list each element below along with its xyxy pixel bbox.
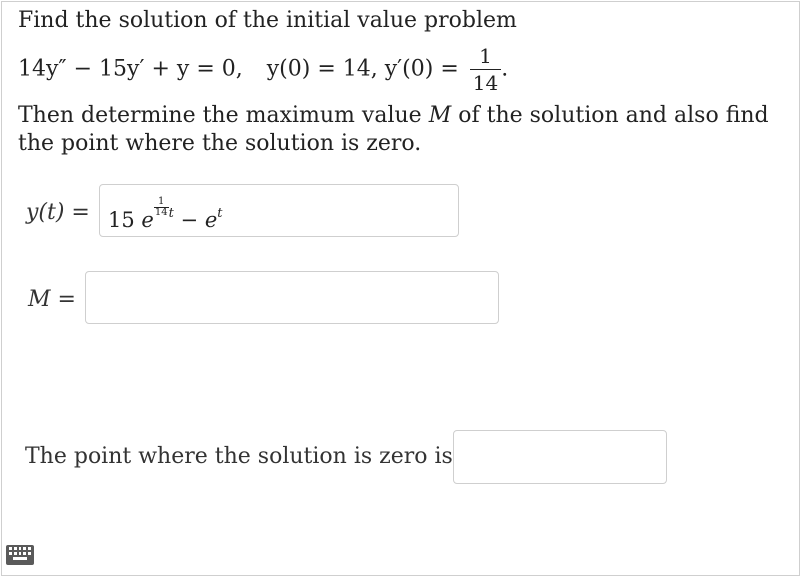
zero-answer-input[interactable] [453, 430, 667, 484]
problem-line-4: the point where the solution is zero. [18, 131, 422, 156]
y-exponent-var: t [168, 206, 174, 221]
fraction-numerator: 1 [470, 46, 501, 70]
problem-line-3-start: Then determine the maximum value [18, 103, 422, 128]
y-exponent-1 [154, 197, 169, 218]
y-exponent-num: 1 [154, 197, 169, 208]
y-label: y(t) = [26, 200, 90, 225]
problem-line-3 [18, 103, 769, 128]
m-answer-input[interactable] [85, 271, 499, 324]
m-label: M = [28, 287, 76, 312]
y-answer-value [108, 197, 222, 232]
zero-label: The point where the solution is zero is [25, 444, 453, 469]
y-answer-input[interactable] [99, 184, 459, 237]
y-minus: − [180, 208, 199, 232]
y-exponent-den: 14 [154, 207, 168, 218]
problem-equation [18, 46, 508, 93]
problem-line-1: Find the solution of the initial value problem [18, 8, 517, 33]
period: . [501, 56, 509, 82]
y-coefficient: 15 [108, 208, 135, 232]
y-exp-base-2: e [204, 208, 218, 232]
problem-line-3-end: of the solution and also find [458, 103, 769, 128]
variable-m: M [428, 103, 452, 128]
fraction-denominator: 14 [472, 71, 499, 95]
initial-conditions: y(0) = 14, y′(0) = [266, 56, 459, 82]
equation-lhs: 14y″ − 15y′ + y = 0, [18, 56, 243, 82]
fraction [470, 46, 501, 93]
y-exponent-2: t [217, 206, 223, 221]
y-exp-base-1: e [141, 208, 154, 232]
keyboard-icon[interactable] [6, 545, 34, 565]
